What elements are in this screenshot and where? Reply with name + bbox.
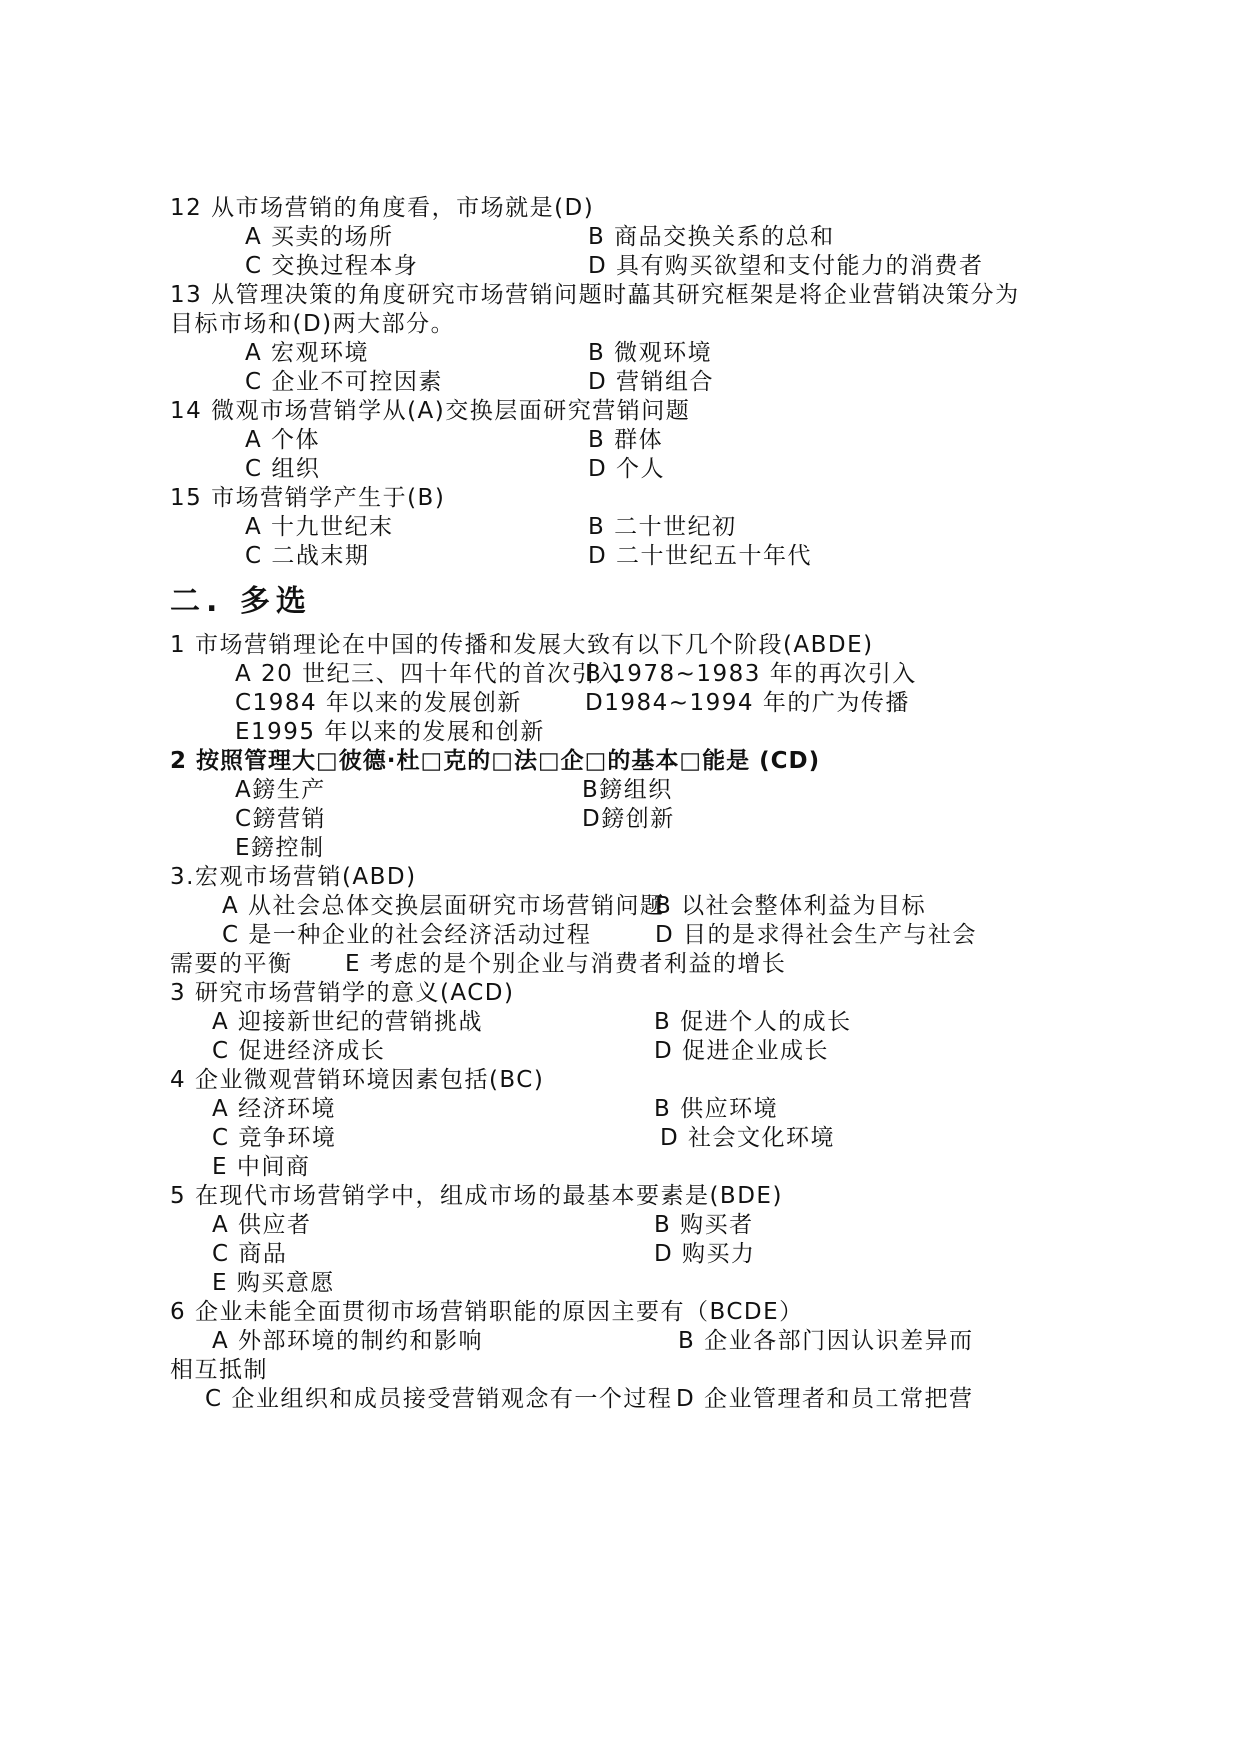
option-d: D 社会文化环境 (660, 1125, 836, 1151)
option-a: A 外部环境的制约和影响 (212, 1328, 484, 1354)
question-13: 13 从管理决策的角度研究市场营销问题时藟其研究框架是将企业营销决策分为 (170, 282, 1020, 308)
option-a: A 十九世纪末 (245, 514, 394, 540)
option-c: C 商品 (212, 1241, 288, 1267)
option-a: A 买卖的场所 (245, 224, 394, 250)
option-c: C 组织 (245, 456, 321, 482)
option-c: C 企业组织和成员接受营销观念有一个过程 (205, 1386, 673, 1412)
question-13-cont: 目标市场和(D)两大部分。 (170, 311, 456, 337)
option-d: D 购买力 (654, 1241, 756, 1267)
option-c: C 竞争环境 (212, 1125, 337, 1151)
option-b: B 购买者 (654, 1212, 754, 1238)
option-d: D鎊创新 (582, 806, 675, 832)
option-e: E 中间商 (212, 1154, 311, 1180)
option-a: A 经济环境 (212, 1096, 337, 1122)
option-d: D 个人 (588, 456, 666, 482)
option-b: B 微观环境 (588, 340, 713, 366)
option-d: D1984~1994 年的广为传播 (585, 690, 910, 716)
option-d: D 目的是求得社会生产与社会 (655, 922, 978, 948)
option-c: C 企业不可控因素 (245, 369, 443, 395)
option-c: C1984 年以来的发展创新 (235, 690, 522, 716)
mc-question-2: 2 按照管理大□彼德·杜□克的□法□企□的基本□能是 (CD) (170, 748, 821, 774)
option-d: D 营销组合 (588, 369, 715, 395)
option-e: E1995 年以来的发展和创新 (235, 719, 545, 745)
mc-question-6: 6 企业未能全面贯彻市场营销职能的原因主要有（BCDE） (170, 1299, 804, 1325)
option-b: B 二十世纪初 (588, 514, 737, 540)
question-15: 15 市场营销学产生于(B) (170, 485, 446, 511)
option-b-cont: 相互抵制 (170, 1357, 268, 1383)
mc-question-5: 5 在现代市场营销学中，组成市场的最基本要素是(BDE) (170, 1183, 783, 1209)
question-12: 12 从市场营销的角度看，市场就是(D) (170, 195, 595, 221)
option-b: B 企业各部门因认识差异而 (678, 1328, 974, 1354)
option-c: C 是一种企业的社会经济活动过程 (222, 922, 592, 948)
option-a: A 20 世纪三、四十年代的首次引入 (235, 661, 621, 687)
mc-question-3-macro: 3.宏观市场营销(ABD) (170, 864, 417, 890)
option-d-cont: 需要的平衡 (170, 951, 293, 977)
option-b: B 1978~1983 年的再次引入 (585, 661, 917, 687)
mc-question-3-significance: 3 研究市场营销学的意义(ACD) (170, 980, 515, 1006)
option-a: A鎊生产 (235, 777, 326, 803)
option-b: B 供应环境 (654, 1096, 779, 1122)
option-e: E鎊控制 (235, 835, 325, 861)
option-d: D 具有购买欲望和支付能力的消费者 (588, 253, 984, 279)
option-c: C鎊营销 (235, 806, 327, 832)
option-c: C 二战末期 (245, 543, 370, 569)
question-14: 14 微观市场营销学从(A)交换层面研究营销问题 (170, 398, 691, 424)
option-a: A 从社会总体交换层面研究市场营销问题 (222, 893, 665, 919)
option-b: B 以社会整体利益为目标 (655, 893, 927, 919)
option-b: B 促进个人的成长 (654, 1009, 852, 1035)
option-a: A 迎接新世纪的营销挑战 (212, 1009, 484, 1035)
section-heading-multiple-choice: 二. 多选 (170, 584, 312, 619)
option-a: A 宏观环境 (245, 340, 370, 366)
option-b: B 群体 (588, 427, 664, 453)
option-b: B鎊组织 (582, 777, 673, 803)
option-d: D 企业管理者和员工常把营 (676, 1386, 974, 1412)
option-a: A 供应者 (212, 1212, 312, 1238)
option-d: D 二十世纪五十年代 (588, 543, 813, 569)
option-e: E 购买意愿 (212, 1270, 335, 1296)
option-e: E 考虑的是个别企业与消费者利益的增长 (345, 951, 787, 977)
option-a: A 个体 (245, 427, 321, 453)
option-d: D 促进企业成长 (654, 1038, 830, 1064)
option-c: C 交换过程本身 (245, 253, 419, 279)
option-b: B 商品交换关系的总和 (588, 224, 835, 250)
option-c: C 促进经济成长 (212, 1038, 386, 1064)
mc-question-1: 1 市场营销理论在中国的传播和发展大致有以下几个阶段(ABDE) (170, 632, 874, 658)
mc-question-4: 4 企业微观营销环境因素包括(BC) (170, 1067, 545, 1093)
